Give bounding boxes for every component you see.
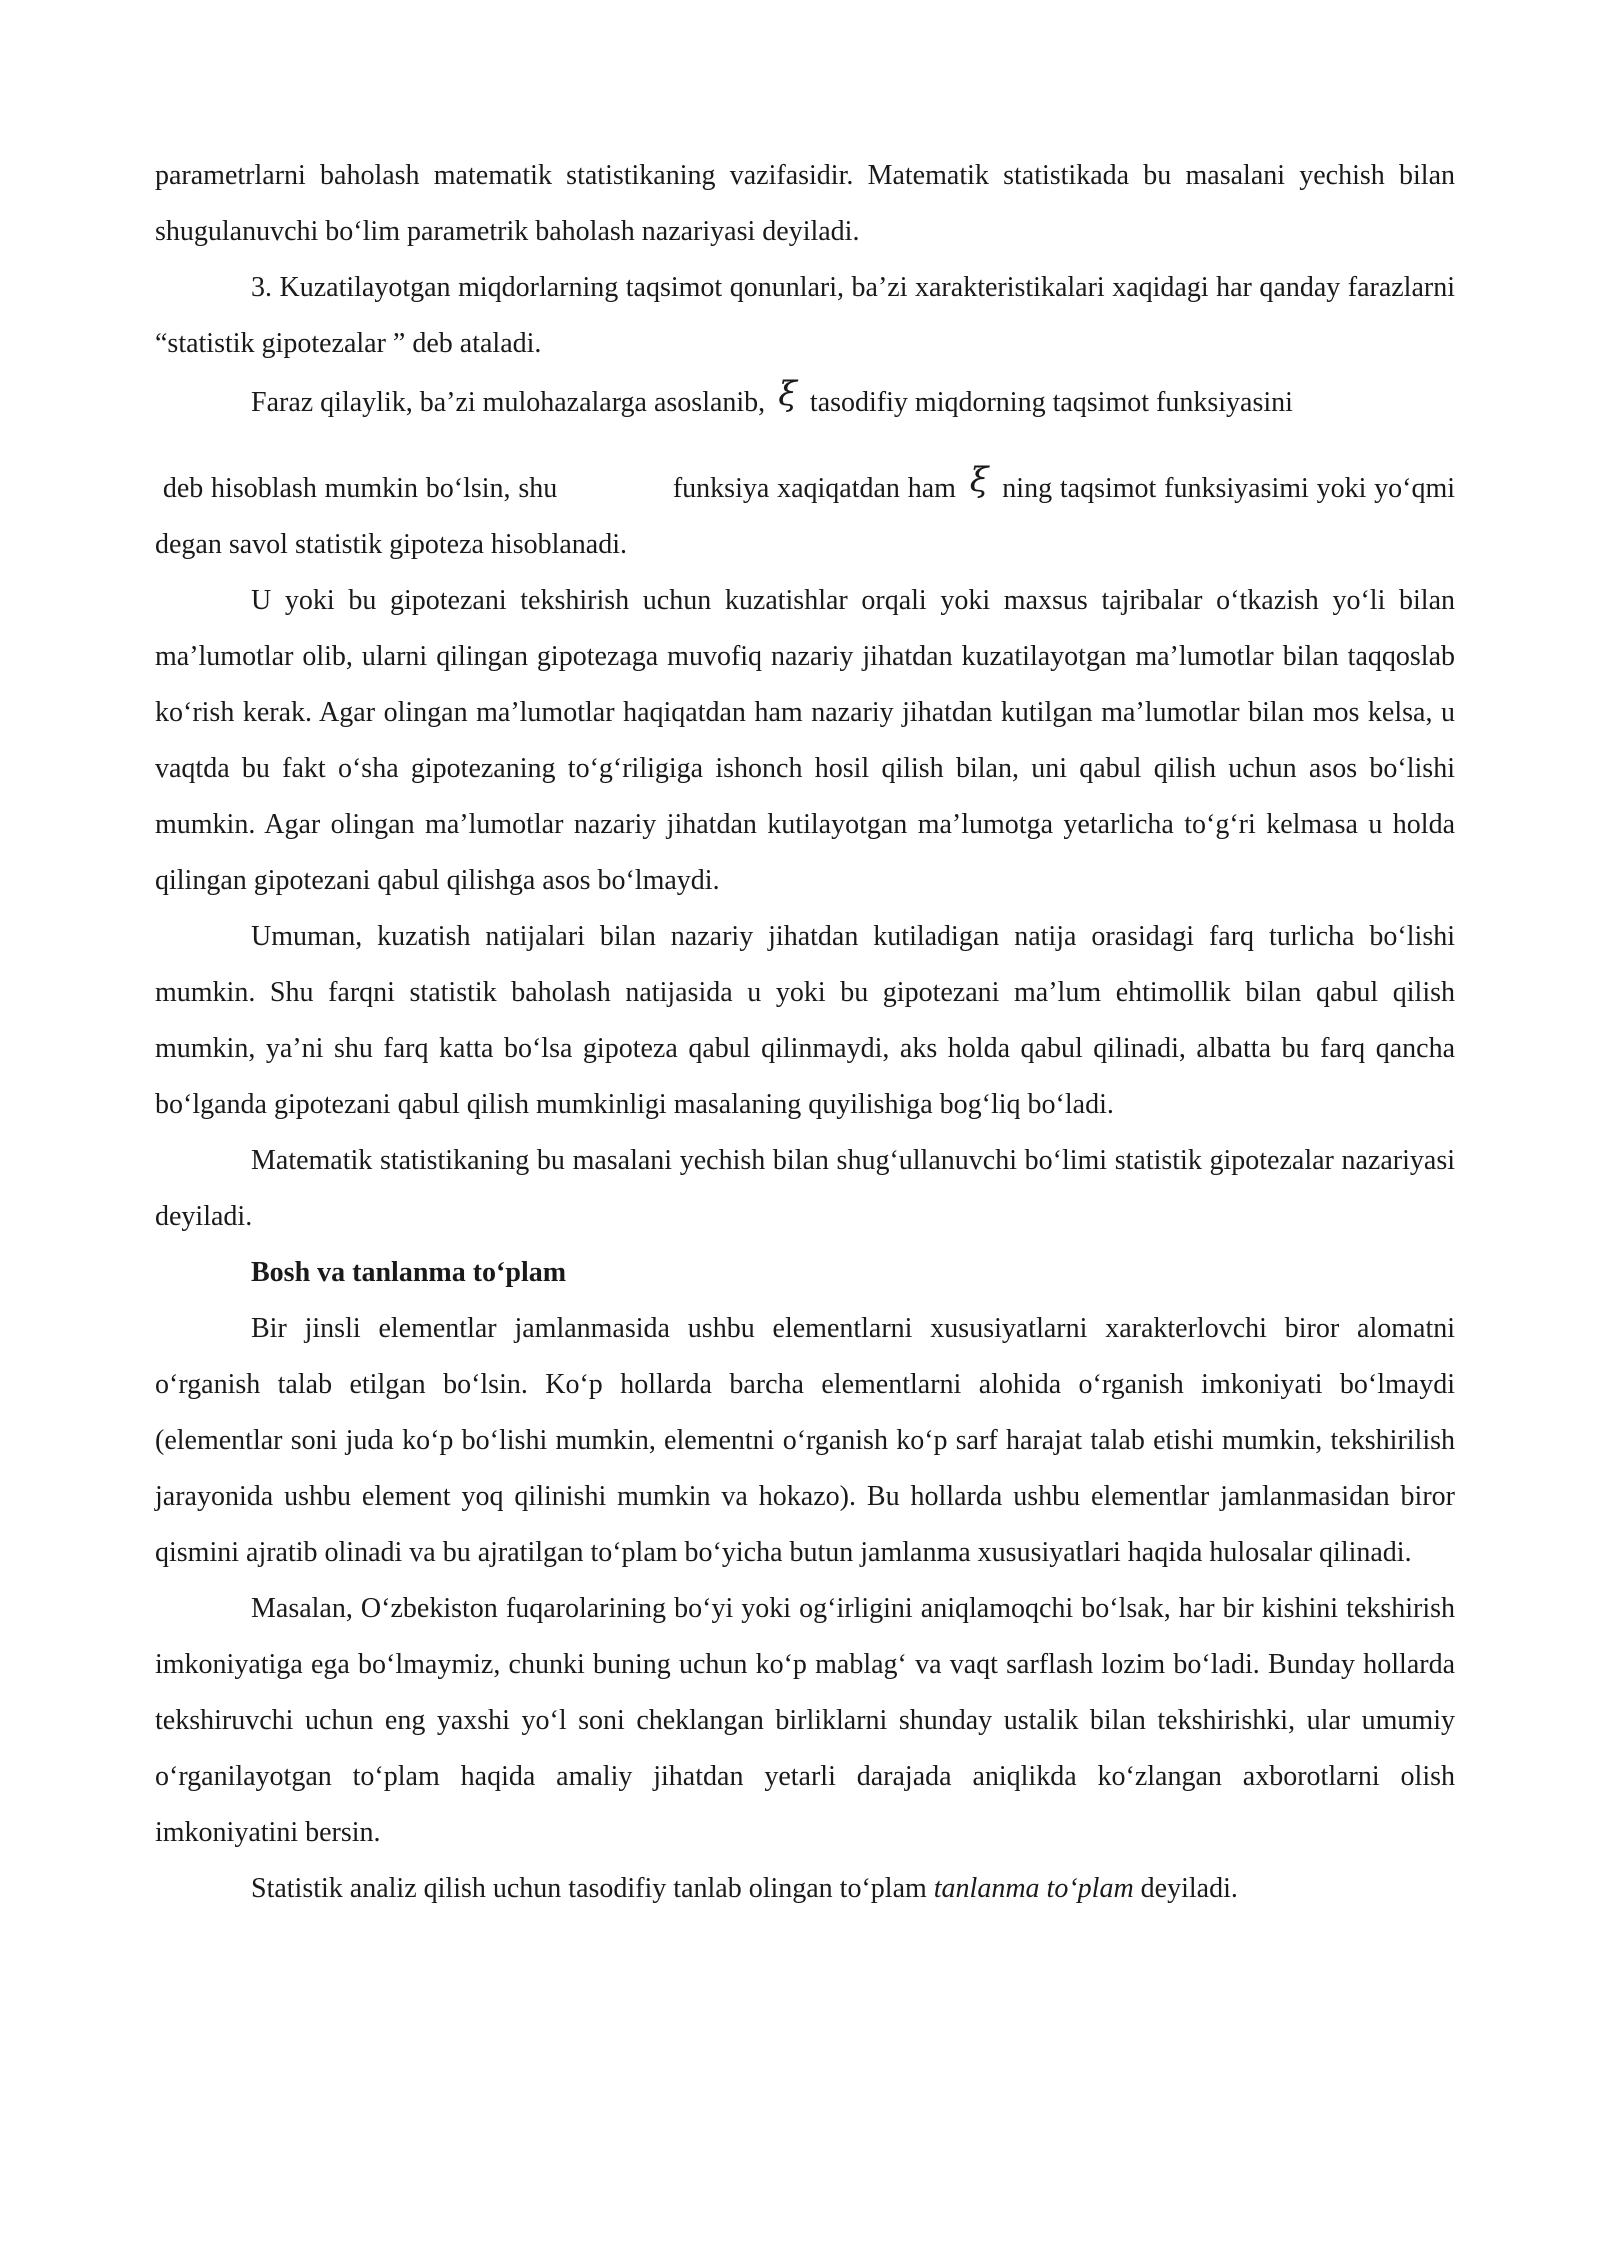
- paragraph-sample-definition: [155, 1861, 1455, 1917]
- emphasis-term: tanlanma to‘plam: [933, 1873, 1134, 1904]
- text-fragment: ning taqsimot funksiyasimi yoki yo‘qmi degan savol statistik gipoteza hisoblanadi.: [155, 473, 1456, 560]
- text-fragment: deyiladi.: [1140, 1873, 1238, 1904]
- text-fragment: funksiya xaqiqatdan ham: [672, 473, 956, 504]
- text-fragment: Faraz qilaylik, ba’zi mulohazalarga asoslanib,: [251, 387, 766, 418]
- paragraph-item-3: 3. Kuzatilayotgan miqdorlarning taqsimot qonunlari, ba’zi xarakteristikalari xaqidagi har qanday farazlarni “statistik gipotezalar ” deb ataladi.: [155, 272, 1455, 359]
- document-page: [155, 148, 1455, 1917]
- paragraph-intro: parametrlarni baholash matematik statistikaning vazifasidir. Matematik statistikada bu masalani yechish bilan shugulanuvchi bo‘lim parametrik baholash nazariyasi deyiladi.: [155, 160, 1455, 247]
- paragraph-testing: U yoki bu gipotezani tekshirish uchun kuzatishlar orqali yoki maxsus tajribalar o‘tkazish yo‘li bilan ma’lumotlar olib, ularni qilingan gipotezaga muvofiq nazariy jihatdan kuzatilayotgan ma’lumotlar bilan taqqoslab ko‘rish kerak. Agar olingan ma’lumotlar haqiqatdan ham nazariy jihatdan kutilgan ma’lumotlar bilan mos kelsa, u vaqtda bu fakt o‘sha gipotezaning to‘g‘riligiga ishonch hosil qilish bilan, uni qabul qilish uchun asos bo‘lishi mumkin. Agar olingan ma’lumotlar nazariy jihatdan kutilayotgan ma’lumotga yetarlicha to‘g‘ri kelmasa u holda qilingan gipotezani qabul qilishga asos bo‘lmaydi.: [155, 585, 1455, 896]
- xi-symbol: ξ: [969, 460, 989, 500]
- paragraph-difference: Umuman, kuzatish natijalari bilan nazariy jihatdan kutiladigan natija orasidagi farq turlicha bo‘lishi mumkin. Shu farqni statistik baholash natijasida u yoki bu gipotezani ma’lum ehtimollik bilan qabul qilish mumkin, ya’ni shu farq katta bo‘lsa gipoteza qabul qilinmaydi, aks holda qabul qilinadi, albatta bu farq qancha bo‘lganda gipotezani qabul qilish mumkinligi masalaning quyilishiga bog‘liq bo‘ladi.: [155, 921, 1455, 1120]
- text-fragment: Statistik analiz qilish uchun tasodifiy tanlab olingan to‘plam: [251, 1873, 927, 1904]
- section-heading: Bosh va tanlanma to‘plam: [251, 1257, 567, 1288]
- paragraph-population: Bir jinsli elementlar jamlanmasida ushbu elementlarni xususiyatlarni xarakterlovchi biror alomatni o‘rganish talab etilgan bo‘lsin. Ko‘p hollarda barcha elementlarni alohida o‘rganish imkoniyati bo‘lmaydi (elementlar soni juda ko‘p bo‘lishi mumkin, elementni o‘rganish ko‘p sarf harajat talab etishi mumkin, tekshirilish jarayonida ushbu element yoq qilinishi mumkin va hokazo). Bu hollarda ushbu elementlar jamlanmasidan biror qismini ajratib olinadi va bu ajratilgan to‘plam bo‘yicha butun jamlanma xususiyatlari haqida hulosalar qilinadi.: [155, 1313, 1455, 1568]
- xi-symbol: ξ: [778, 374, 797, 414]
- paragraph-hypothesis-example: [155, 372, 1455, 573]
- paragraph-example: Masalan, O‘zbekiston fuqarolarining bo‘yi yoki og‘irligini aniqlamoqchi bo‘lsak, har bir kishini tekshirish imkoniyatiga ega bo‘lmaymiz, chunki buning uchun ko‘p mablag‘ va vaqt sarflash lozim bo‘ladi. Bunday hollarda tekshiruvchi uchun eng yaxshi yo‘l soni cheklangan birliklarni shunday ustalik bilan tekshirishki, ular umumiy o‘rganilayotgan to‘plam haqida amaliy jihatdan yetarli darajada aniqlikda ko‘zlangan axborotlarni olish imkoniyatini bersin.: [155, 1593, 1455, 1848]
- text-fragment: deb hisoblash mumkin bo‘lsin, shu: [162, 473, 558, 504]
- paragraph-hypothesis-theory: Matematik statistikaning bu masalani yechish bilan shug‘ullanuvchi bo‘limi statistik gipotezalar nazariyasi deyiladi.: [155, 1145, 1455, 1232]
- text-fragment: tasodifiy miqdorning taqsimot funksiyasini: [809, 387, 1293, 418]
